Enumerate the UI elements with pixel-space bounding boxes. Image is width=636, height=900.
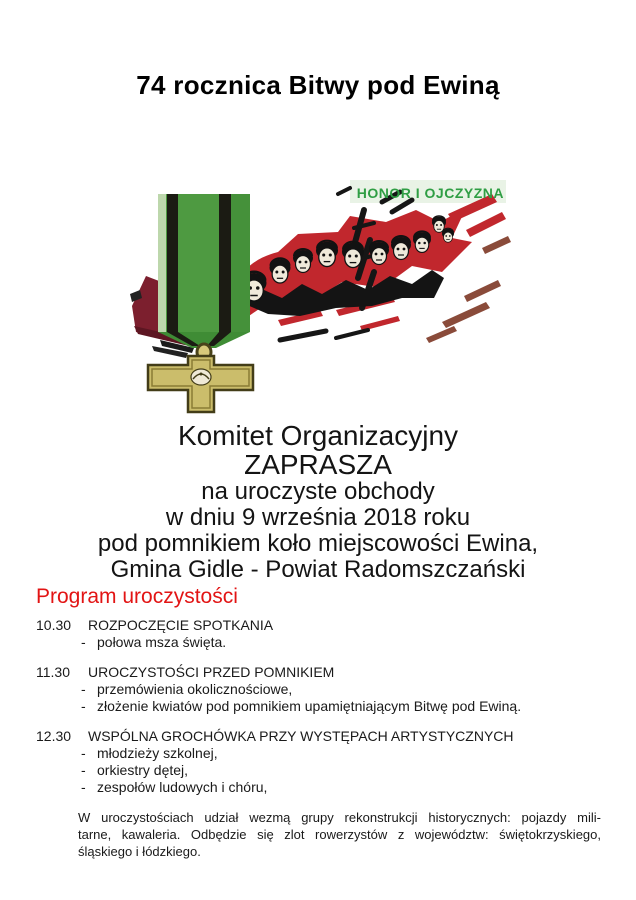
partisan-cross-medal-icon [130, 150, 514, 416]
medal-ribbon [158, 194, 250, 360]
item-detail [81, 698, 602, 715]
bullet-dash: - [81, 745, 86, 761]
note-line: W uroczystościach udział wezmą grupy rekonstrukcji historycznych: pojazdy mili- [78, 810, 601, 825]
invitation-line-region: Gmina Gidle - Powiat Radomszczański [110, 556, 526, 583]
detail-text: przemówienia okolicznościowe, [97, 681, 293, 697]
program-item [36, 617, 602, 651]
bullet-dash: - [81, 779, 86, 795]
invitation-line-place: pod pomnikiem koło miejscowości Ewina, [97, 530, 539, 557]
invitation-line-occasion: na uroczyste obchody [201, 478, 435, 505]
bullet-dash: - [81, 634, 86, 650]
item-time: 12.30 [36, 728, 72, 744]
invitation-line-date: w dniu 9 września 2018 roku [165, 504, 471, 531]
program-item [36, 664, 602, 715]
partisan-cross [148, 356, 253, 412]
invitation-block [0, 421, 636, 583]
item-title: UROCZYSTOŚCI PRZED POMNIKIEM [88, 664, 335, 680]
item-title: WSPÓLNA GROCHÓWKA PRZY WYSTĘPACH ARTYSTYCZNYCH [88, 728, 514, 744]
anniversary-emblem [130, 150, 514, 416]
note-paragraph [78, 809, 601, 860]
item-detail [81, 634, 602, 651]
detail-text: połowa msza święta. [97, 634, 227, 650]
invitation-line-invites: ZAPRASZA [244, 449, 392, 480]
item-time: 11.30 [36, 664, 70, 680]
item-detail [81, 779, 602, 796]
program-section [36, 584, 602, 860]
bullet-dash: - [81, 698, 86, 714]
detail-text: złożenie kwiatów pod pomnikiem upamiętniającym Bitwę pod Ewiną. [97, 698, 522, 714]
bullet-dash: - [81, 681, 86, 697]
bullet-dash: - [81, 762, 86, 778]
page-title: 74 rocznica Bitwy pod Ewiną [136, 70, 500, 100]
item-title: ROZPOCZĘCIE SPOTKANIA [88, 617, 274, 633]
item-detail [81, 681, 602, 698]
note-line: tarne, kawaleria. Odbędzie się zlot rowerzystów z województw: świętokrzyskiego, [78, 827, 601, 842]
detail-text: zespołów ludowych i chóru, [97, 779, 268, 795]
detail-text: orkiestry dętej, [97, 762, 189, 778]
invitation-line-committee: Komitet Organizacyjny [177, 420, 459, 451]
program-item [36, 728, 602, 796]
item-detail [81, 745, 602, 762]
emblem-motto-text: HONOR I OJCZYZNA [356, 185, 504, 201]
detail-text: młodzieży szkolnej, [97, 745, 218, 761]
program-heading: Program uroczystości [36, 585, 238, 608]
item-detail [81, 762, 602, 779]
note-line: śląskiego i łódzkiego. [78, 844, 201, 859]
item-time: 10.30 [36, 617, 72, 633]
